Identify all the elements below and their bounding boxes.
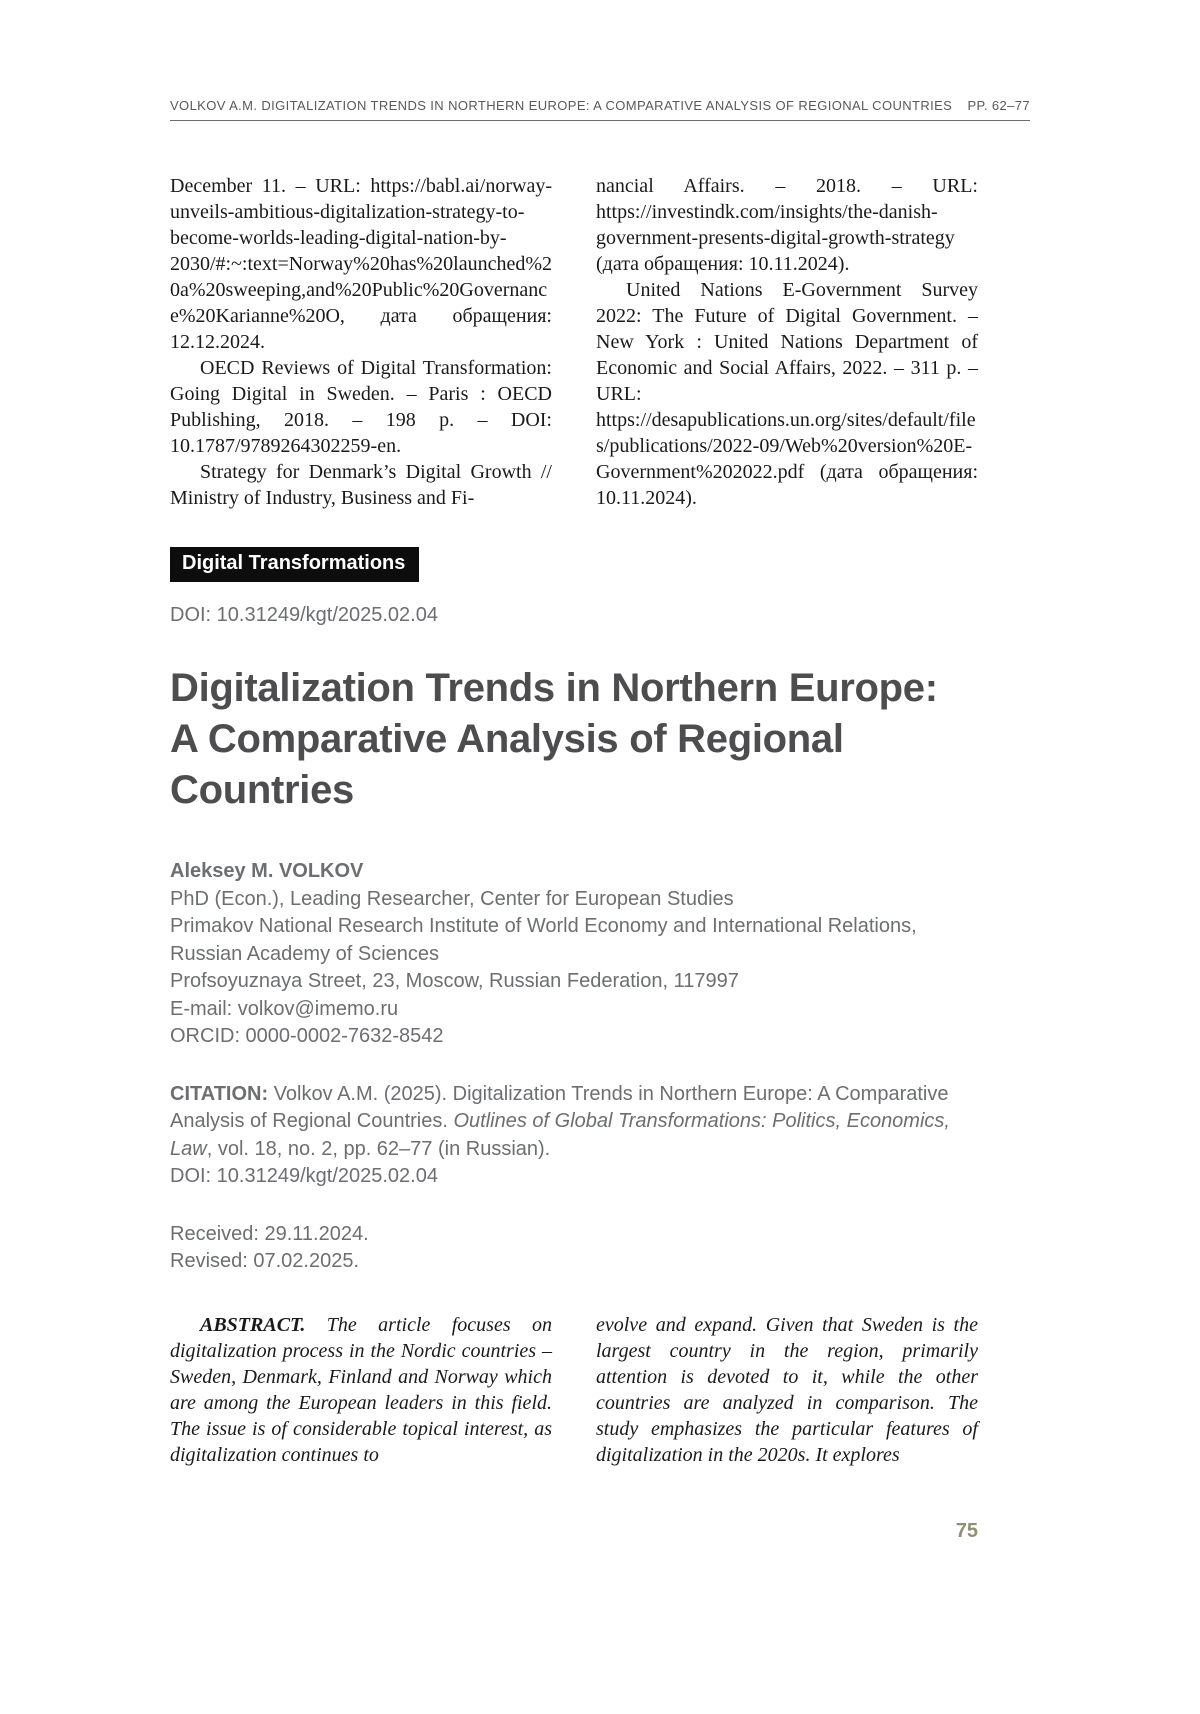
- citation-tail: , vol. 18, no. 2, pp. 62–77 (in Russian).: [206, 1137, 551, 1160]
- abstract-right-text: evolve and expand. Given that Sweden is the largest country in the region, primarily attention is devoted to it, while the other countries are analyzed in comparison. The study emphasizes the particular features of digitalization in the 2020s. It explores: [596, 1313, 978, 1466]
- title-line: Digitalization Trends in Northern Europe:: [170, 666, 938, 710]
- abstract-section: [170, 1312, 978, 1468]
- running-header: [170, 98, 1030, 121]
- references-left-column: [170, 173, 552, 511]
- abstract-left-text: The article focuses on digitalization process in the Nordic countries – Sweden, Denmark, Finland and Norway which are among the European leaders in this field. The issue is of considerable topical interest, as digitalization continues to: [170, 1313, 552, 1466]
- article-title: [170, 663, 978, 816]
- citation-label: CITATION:: [170, 1082, 269, 1105]
- section-badge: Digital Transformations: [170, 547, 419, 582]
- citation-block: [170, 1081, 978, 1191]
- references-section: [170, 173, 978, 511]
- citation-journal: Outlines of Global Transformations: Politics, Economics, Law: [170, 1110, 950, 1160]
- title-line: A Comparative Analysis of Regional: [170, 717, 844, 761]
- author-affiliation-1: Primakov National Research Institute of World Economy and International Relations,: [170, 915, 917, 937]
- page-range: PP. 62–77: [967, 98, 1030, 113]
- author-affiliation-2: Russian Academy of Sciences: [170, 942, 440, 965]
- abstract-label: ABSTRACT.: [200, 1313, 306, 1336]
- author-email: E-mail: volkov@imemo.ru: [170, 997, 399, 1020]
- dates-block: [170, 1221, 978, 1276]
- author-address: Profsoyuznaya Street, 23, Moscow, Russian Federation, 117997: [170, 970, 739, 992]
- citation-text: Volkov A.M. (2025). Digitalization Trends in Northern Europe: A Comparative Analysis of Regional Countries.: [170, 1082, 949, 1132]
- article-doi: DOI: 10.31249/kgt/2025.02.04: [170, 604, 438, 626]
- author-orcid: ORCID: 0000-0002-7632-8542: [170, 1025, 444, 1047]
- author-block: [170, 858, 978, 1051]
- running-title: VOLKOV A.M. DIGITALIZATION TRENDS IN NORTHERN EUROPE: A COMPARATIVE ANALYSIS OF REGIONAL COUNTRIES: [170, 98, 953, 113]
- citation-doi: DOI: 10.31249/kgt/2025.02.04: [170, 1165, 438, 1187]
- abstract-right-column: [596, 1312, 978, 1468]
- author-name: Aleksey M. VOLKOV: [170, 860, 364, 882]
- references-right-column: [596, 173, 978, 511]
- reference-paragraph: OECD Reviews of Digital Transformation: Going Digital in Sweden. – Paris : OECD Publishing, 2018. – 198 p. – DOI: 10.1787/9789264302259-en.: [170, 357, 552, 457]
- citation-paragraph: [170, 1081, 978, 1164]
- title-line: Countries: [170, 768, 354, 812]
- abstract-paragraph: [170, 1312, 552, 1468]
- reference-paragraph: December 11. – URL: https://babl.ai/norway-unveils-ambitious-digitalization-strategy-to-become-worlds-leading-digital-nation-by-2030/#:~:text=Norway%20has%20launched%20a%20sweeping,and%20Public%20Governance%20Karianne%20O, дата обращения: 12.12.2024.: [170, 175, 553, 353]
- abstract-left-column: [170, 1312, 552, 1468]
- author-position: PhD (Econ.), Leading Researcher, Center for European Studies: [170, 887, 734, 910]
- reference-paragraph: nancial Affairs. – 2018. – URL: https://investindk.com/insights/the-danish-government-presents-digital-growth-strategy (дата обращения: 10.11.2024).: [596, 175, 978, 275]
- revised-date: Revised: 07.02.2025.: [170, 1250, 360, 1272]
- reference-paragraph: Strategy for Denmark’s Digital Growth // Ministry of Industry, Business and Fi-: [170, 461, 552, 509]
- page-number: 75: [955, 1519, 978, 1542]
- received-date: Received: 29.11.2024.: [170, 1222, 369, 1245]
- reference-paragraph: United Nations E-Government Survey 2022: The Future of Digital Government. – New York : United Nations Department of Economic and Social Affairs, 2022. – 311 p. – URL: https://desapublications.un.org/sites/default/files/publications/2022-09/Web%20version%20E-Government%202022.pdf (дата обращения: 10.11.2024).: [596, 279, 978, 509]
